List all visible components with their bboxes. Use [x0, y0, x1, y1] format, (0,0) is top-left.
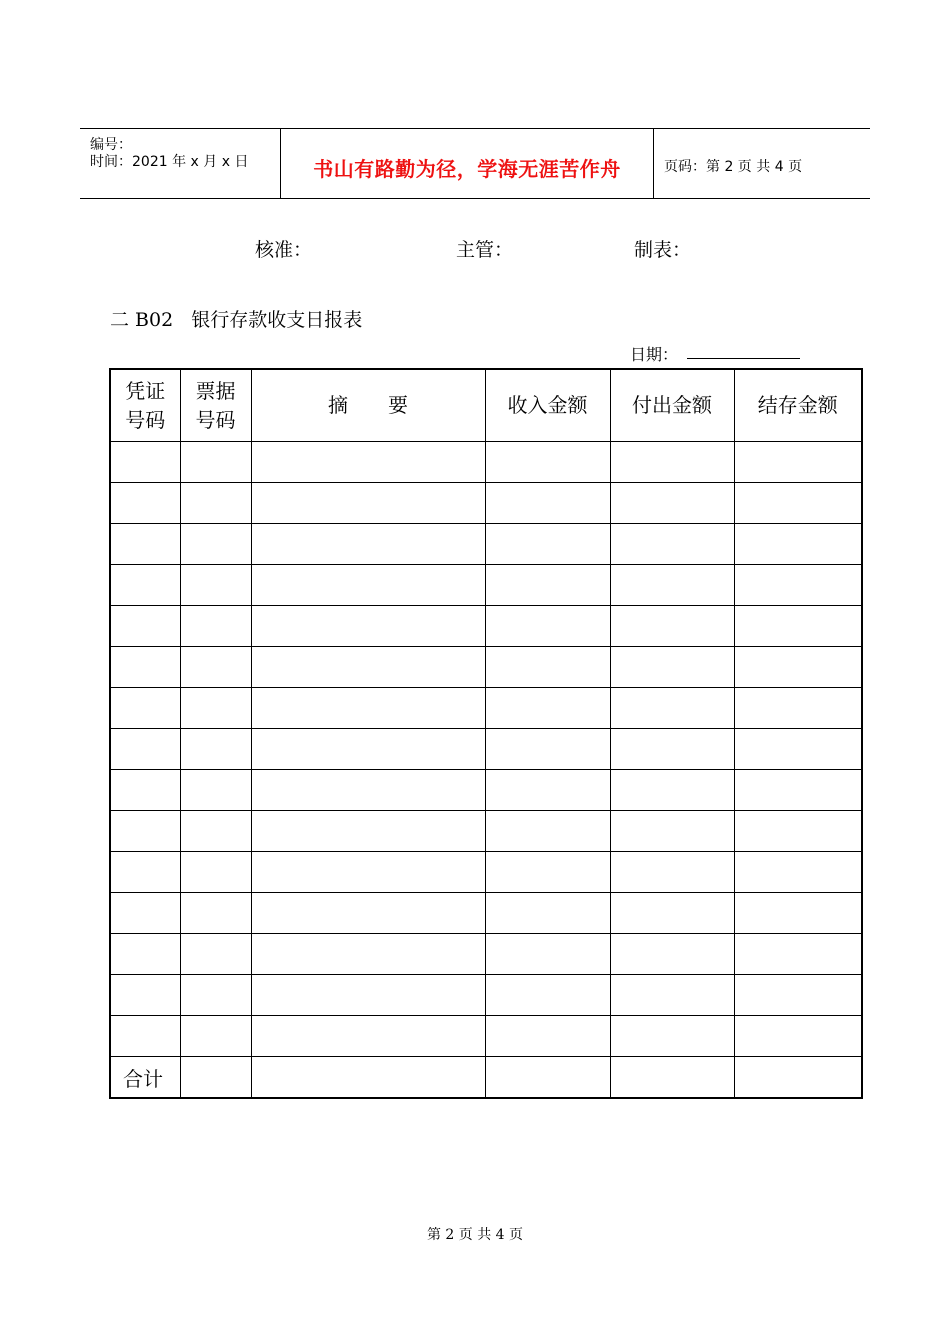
table-cell[interactable]: [485, 442, 610, 483]
supervisor-label: 主管：: [456, 239, 514, 261]
table-cell[interactable]: [610, 729, 734, 770]
table-cell[interactable]: [110, 852, 180, 893]
table-cell[interactable]: [110, 975, 180, 1016]
ledger-table: [109, 368, 863, 1099]
table-cell[interactable]: [610, 688, 734, 729]
table-cell[interactable]: [610, 606, 734, 647]
table-cell[interactable]: [610, 975, 734, 1016]
page-footer: 第 2 页 共 4 页: [426, 1227, 524, 1243]
table-cell[interactable]: [485, 524, 610, 565]
table-cell[interactable]: [734, 811, 862, 852]
table-cell[interactable]: [110, 934, 180, 975]
table-cell[interactable]: [110, 483, 180, 524]
table-cell[interactable]: [251, 606, 485, 647]
table-cell[interactable]: [734, 729, 862, 770]
table-row: [110, 729, 862, 770]
table-cell[interactable]: [180, 647, 251, 688]
table-cell[interactable]: [180, 729, 251, 770]
table-cell[interactable]: [110, 729, 180, 770]
approve-label: 核准：: [255, 239, 313, 261]
table-cell[interactable]: [251, 729, 485, 770]
table-cell[interactable]: [180, 811, 251, 852]
table-cell[interactable]: [734, 934, 862, 975]
table-cell[interactable]: [485, 770, 610, 811]
table-cell[interactable]: [110, 606, 180, 647]
table-row: [110, 975, 862, 1016]
table-cell[interactable]: [180, 565, 251, 606]
table-row: [110, 647, 862, 688]
table-cell[interactable]: [734, 647, 862, 688]
table-cell[interactable]: [110, 688, 180, 729]
table-cell[interactable]: [110, 893, 180, 934]
table-cell[interactable]: [180, 483, 251, 524]
table-cell[interactable]: [610, 442, 734, 483]
table-cell[interactable]: [734, 688, 862, 729]
table-cell[interactable]: [734, 1057, 862, 1099]
table-row: [110, 524, 862, 565]
table-cell[interactable]: [734, 483, 862, 524]
table-row: [110, 1016, 862, 1057]
header-income-amount: 收入金额: [485, 369, 610, 442]
preparer-label: 制表：: [634, 239, 692, 261]
date-fill-line: [687, 357, 800, 359]
table-cell[interactable]: [734, 565, 862, 606]
table-cell[interactable]: [485, 483, 610, 524]
header-page-cell: [654, 129, 870, 198]
header-payment-amount: 付出金额: [610, 369, 734, 442]
table-cell[interactable]: [110, 1016, 180, 1057]
table-cell[interactable]: [110, 770, 180, 811]
table-cell[interactable]: [485, 565, 610, 606]
form-title: 二 B02 银行存款收支日报表: [110, 309, 363, 331]
table-cell[interactable]: [251, 688, 485, 729]
table-cell[interactable]: [734, 606, 862, 647]
table-cell[interactable]: [485, 852, 610, 893]
table-cell[interactable]: [251, 442, 485, 483]
table-cell[interactable]: [610, 934, 734, 975]
table-cell[interactable]: [251, 524, 485, 565]
table-row: [110, 893, 862, 934]
table-cell[interactable]: [180, 524, 251, 565]
header-balance-amount: 结存金额: [734, 369, 862, 442]
table-row: [110, 811, 862, 852]
table-cell[interactable]: [180, 1057, 251, 1099]
table-cell[interactable]: [110, 647, 180, 688]
header-line: 凭证: [125, 378, 166, 403]
table-cell[interactable]: [180, 1016, 251, 1057]
total-label: 合计: [110, 1057, 180, 1099]
table-cell[interactable]: [180, 893, 251, 934]
table-cell[interactable]: [734, 770, 862, 811]
table-row: [110, 770, 862, 811]
date-label: 日期：: [630, 345, 679, 364]
table-cell[interactable]: [485, 811, 610, 852]
document-time-label: 时间：2021 年 x 月 x 日: [90, 154, 249, 170]
table-cell[interactable]: [610, 647, 734, 688]
table-cell[interactable]: [251, 811, 485, 852]
table-cell[interactable]: [180, 934, 251, 975]
table-cell[interactable]: [251, 770, 485, 811]
table-cell[interactable]: [251, 1016, 485, 1057]
table-cell[interactable]: [610, 893, 734, 934]
total-row: [110, 1057, 862, 1099]
table-cell[interactable]: [180, 975, 251, 1016]
table-cell[interactable]: [485, 1057, 610, 1099]
table-cell[interactable]: [180, 688, 251, 729]
page-header: [80, 128, 870, 199]
table-cell[interactable]: [110, 524, 180, 565]
table-row: [110, 606, 862, 647]
table-cell[interactable]: [485, 893, 610, 934]
table-cell[interactable]: [251, 483, 485, 524]
header-voucher-number: [110, 369, 180, 442]
table-cell[interactable]: [485, 975, 610, 1016]
table-row: [110, 442, 862, 483]
table-cell[interactable]: [485, 688, 610, 729]
motto-text: 书山有路勤为径，学海无涯苦作舟: [313, 157, 621, 181]
header-meta: [80, 129, 281, 198]
table-cell[interactable]: [251, 893, 485, 934]
table-cell[interactable]: [251, 1057, 485, 1099]
table-cell[interactable]: [251, 647, 485, 688]
table-cell[interactable]: [485, 606, 610, 647]
table-cell[interactable]: [251, 934, 485, 975]
table-cell[interactable]: [485, 934, 610, 975]
table-cell[interactable]: [610, 483, 734, 524]
table-row: [110, 688, 862, 729]
table-cell[interactable]: [610, 1016, 734, 1057]
table-cell[interactable]: [734, 524, 862, 565]
table-cell[interactable]: [610, 1057, 734, 1099]
header-summary: 摘 要: [251, 369, 485, 442]
table-row: [110, 852, 862, 893]
table-cell[interactable]: [251, 565, 485, 606]
table-row: [110, 565, 862, 606]
table-cell[interactable]: [180, 770, 251, 811]
header-line: 票据: [195, 378, 236, 403]
table-cell[interactable]: [734, 852, 862, 893]
table-cell[interactable]: [610, 811, 734, 852]
table-cell[interactable]: [610, 524, 734, 565]
table-cell[interactable]: [734, 893, 862, 934]
table-cell[interactable]: [180, 852, 251, 893]
header-motto-cell: [281, 129, 654, 198]
header-page-info: 页码：第 2 页 共 4 页: [664, 159, 803, 175]
table-row: [110, 934, 862, 975]
table-row: [110, 483, 862, 524]
ledger-body: [110, 442, 862, 1099]
document-number-label: 编号：: [90, 137, 132, 153]
table-cell[interactable]: [610, 565, 734, 606]
table-cell[interactable]: [110, 811, 180, 852]
table-cell[interactable]: [110, 442, 180, 483]
header-line: 号码: [195, 407, 236, 432]
table-cell[interactable]: [485, 729, 610, 770]
header-bill-number: [180, 369, 251, 442]
table-cell[interactable]: [180, 442, 251, 483]
table-cell[interactable]: [485, 647, 610, 688]
table-cell[interactable]: [180, 606, 251, 647]
table-cell[interactable]: [734, 975, 862, 1016]
table-header-row: [110, 369, 862, 442]
table-cell[interactable]: [485, 1016, 610, 1057]
table-cell[interactable]: [734, 442, 862, 483]
table-cell[interactable]: [251, 975, 485, 1016]
table-cell[interactable]: [251, 852, 485, 893]
table-cell[interactable]: [610, 852, 734, 893]
table-cell[interactable]: [110, 565, 180, 606]
table-cell[interactable]: [734, 1016, 862, 1057]
table-cell[interactable]: [610, 770, 734, 811]
header-line: 号码: [125, 407, 166, 432]
